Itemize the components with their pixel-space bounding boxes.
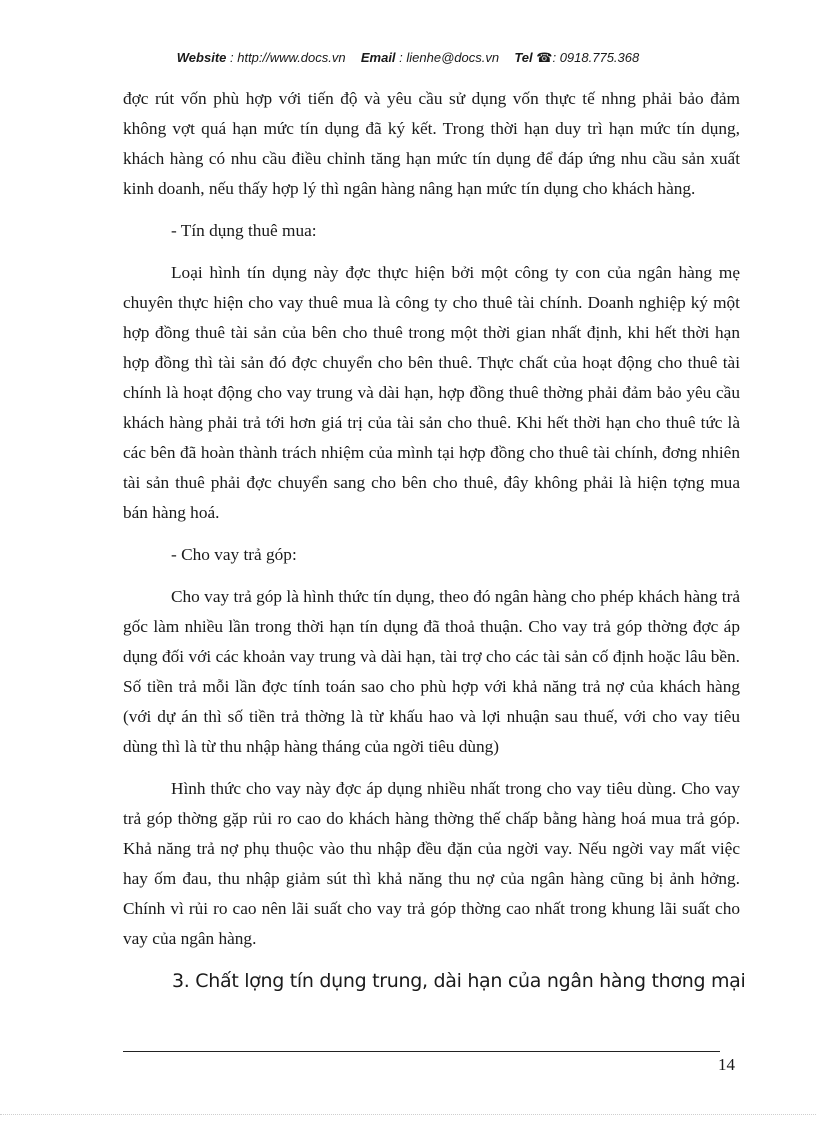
website-value: : http://www.docs.vn — [230, 50, 346, 65]
footer-divider — [123, 1051, 720, 1052]
website-label: Website — [176, 50, 227, 65]
section-heading: 3. Chất lợng tín dụng trung, dài hạn của ngân hàng thơng mại — [172, 970, 746, 992]
page-bottom-border — [0, 1114, 816, 1115]
paragraph-leasing: Loại hình tín dụng này đợc thực hiện bởi một công ty con của ngân hàng mẹ chuyên thực hiện cho vay thuê mua là công ty cho thuê tài chính. Doanh nghiệp ký một hợp đồng thuê tài sản của bên cho thuê trong một thời gian nhất định, khi hết thời hạn hợp đồng thì tài sản đó đợc chuyển cho bên thuê. Thực chất của hoạt động cho thuê tài chính là hoạt động cho vay trung và dài hạn, hợp đồng thuê thờng phải đảm bảo yêu cầu khách hàng phải trả tới hơn giá trị của tài sản cho thuê. Khi hết thời hạn cho thuê tức là các bên đã hoàn thành trách nhiệm của mình tại hợp đồng cho thuê tài chính, đơng nhiên tài sản thuê phải đợc chuyển sang cho bên cho thuê, đây không phải là hiện tợng mua bán hàng hoá. — [123, 263, 740, 522]
tel-value: ☎: 0918.775.368 — [536, 50, 640, 65]
tel-label: Tel — [514, 50, 533, 65]
body-text — [123, 84, 740, 966]
paragraph-consumer-loans: Hình thức cho vay này đợc áp dụng nhiều nhất trong cho vay tiêu dùng. Cho vay trả góp thờng gặp rủi ro cao do khách hàng thờng thế chấp bằng hàng hoá mua trả góp. Khả năng trả nợ phụ thuộc vào thu nhập đều đặn của ngời vay. Nếu ngời vay mất việc hay ốm đau, thu nhập giảm sút thì khả năng thu nợ của ngân hàng cũng bị ảnh hởng. Chính vì rủi ro cao nên lãi suất cho vay trả góp thờng cao nhất trong khung lãi suất cho vay của ngân hàng. — [123, 779, 740, 948]
email-value: : lienhe@docs.vn — [399, 50, 500, 65]
paragraph-continuation: đợc rút vốn phù hợp với tiến độ và yêu cầu sử dụng vốn thực tế nhng phải bảo đảm không vợt quá hạn mức tín dụng đã ký kết. Trong thời hạn duy trì hạn mức tín dụng, khách hàng có nhu cầu điều chỉnh tăng hạn mức tín dụng để đáp ứng nhu cầu sản xuất kinh doanh, nếu thấy hợp lý thì ngân hàng nâng hạn mức tín dụng cho khách hàng. — [123, 89, 740, 198]
email-label: Email — [360, 50, 396, 65]
subheading-leasing: - Tín dụng thuê mua: — [171, 221, 317, 240]
subheading-installment: - Cho vay trả góp: — [171, 545, 297, 564]
page-number: 14 — [718, 1055, 735, 1074]
paragraph-installment: Cho vay trả góp là hình thức tín dụng, theo đó ngân hàng cho phép khách hàng trả gốc làm nhiều lần trong thời hạn tín dụng đã thoả thuận. Cho vay trả góp thờng đợc áp dụng đối với các khoản vay trung và dài hạn, tài trợ cho các tài sản cố định hoặc lâu bền. Số tiền trả mỗi lần đợc tính toán sao cho phù hợp với khả năng trả nợ của khách hàng (với dự án thì số tiền trả thờng là từ khấu hao và lợi nhuận sau thuế, với cho vay tiêu dùng thì là từ thu nhập hàng tháng của ngời tiêu dùng) — [123, 587, 740, 756]
page-header — [0, 50, 816, 66]
